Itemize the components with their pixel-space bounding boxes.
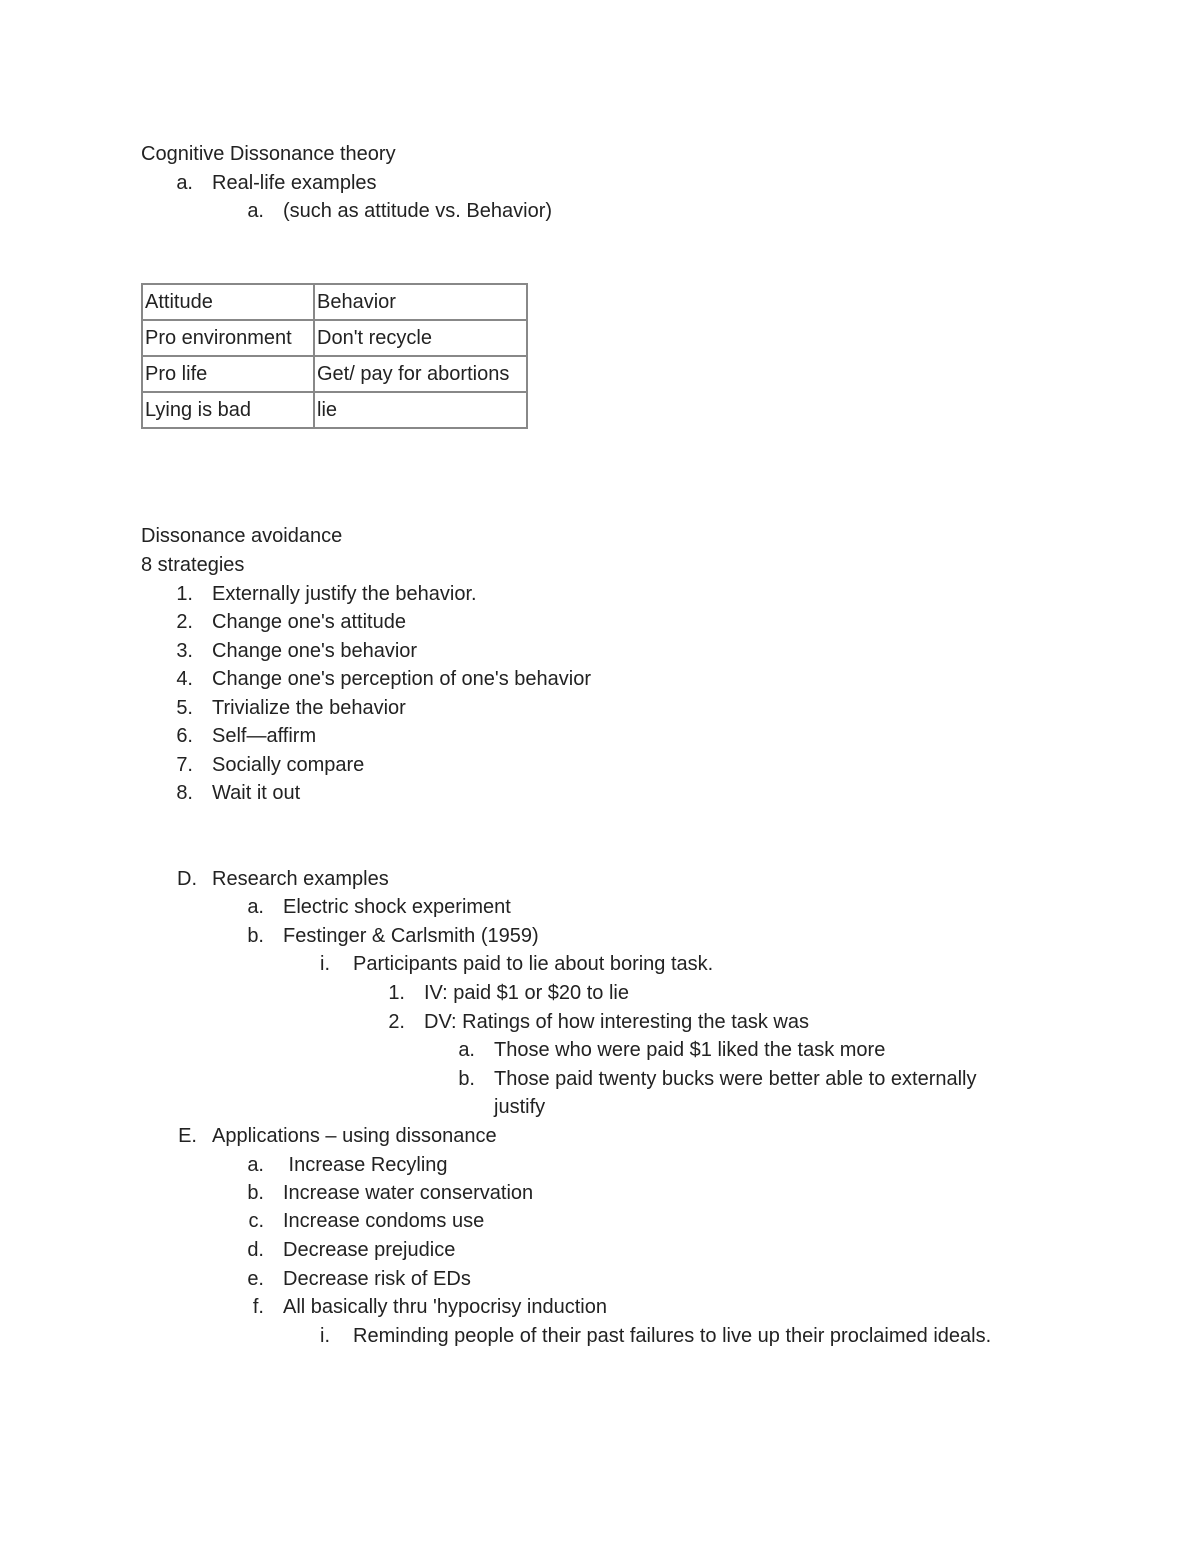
list-item: Festinger & Carlsmith (1959)	[283, 925, 539, 947]
section-title-applications: Applications – using dissonance	[212, 1125, 497, 1147]
table-header-cell: Attitude	[142, 284, 314, 320]
list-item: IV: paid $1 or $20 to lie	[424, 982, 629, 1004]
table-row	[142, 356, 527, 392]
list-item: Electric shock experiment	[283, 896, 511, 918]
list-marker: 8.	[176, 782, 193, 804]
section-title-cognitive-dissonance: Cognitive Dissonance theory	[141, 143, 396, 165]
attitude-behavior-table	[141, 283, 528, 429]
list-marker: E.	[178, 1125, 197, 1147]
list-item: Increase Recyling	[283, 1154, 448, 1176]
list-marker: i.	[320, 1325, 330, 1347]
list-item: Increase water conservation	[283, 1182, 534, 1204]
list-marker: b.	[458, 1068, 475, 1090]
list-item: Participants paid to lie about boring task.	[353, 953, 714, 975]
list-item: Change one's perception of one's behavior	[212, 668, 592, 690]
table-cell: lie	[314, 392, 527, 428]
list-item: Wait it out	[212, 782, 301, 804]
list-item: Those who were paid $1 liked the task more	[494, 1039, 886, 1061]
list-item: Real-life examples	[212, 172, 377, 194]
list-marker: 7.	[176, 754, 193, 776]
list-marker: 2.	[176, 611, 193, 633]
list-marker: 1.	[388, 982, 405, 1004]
table-row	[142, 392, 527, 428]
list-item: Externally justify the behavior.	[212, 583, 477, 605]
table-cell: Pro environment	[142, 320, 314, 356]
section-subtitle: 8 strategies	[141, 554, 245, 576]
list-item-continuation: justify	[494, 1096, 546, 1118]
list-marker: 1.	[176, 583, 193, 605]
list-marker: a.	[247, 896, 264, 918]
list-item: All basically thru 'hypocrisy induction	[283, 1296, 607, 1318]
list-item: Decrease prejudice	[283, 1239, 456, 1261]
table-header-row	[142, 284, 527, 320]
list-item: Trivialize the behavior	[212, 697, 406, 719]
list-marker: i.	[320, 953, 330, 975]
list-marker: 2.	[388, 1011, 405, 1033]
list-marker: 6.	[176, 725, 193, 747]
table-cell: Pro life	[142, 356, 314, 392]
list-item: Increase condoms use	[283, 1210, 485, 1232]
list-item: Self—affirm	[212, 725, 317, 747]
list-item: (such as attitude vs. Behavior)	[283, 200, 553, 222]
list-marker: 4.	[176, 668, 193, 690]
list-marker: a.	[458, 1039, 475, 1061]
list-item: Socially compare	[212, 754, 365, 776]
list-marker: c.	[248, 1210, 264, 1232]
list-item: Change one's behavior	[212, 640, 418, 662]
table-cell: Don't recycle	[314, 320, 527, 356]
list-marker: d.	[247, 1239, 264, 1261]
table-cell: Lying is bad	[142, 392, 314, 428]
section-title-dissonance-avoidance: Dissonance avoidance	[141, 525, 343, 547]
table-header-cell: Behavior	[314, 284, 527, 320]
list-marker: a.	[176, 172, 193, 194]
list-marker: 5.	[176, 697, 193, 719]
table-row	[142, 320, 527, 356]
list-item: Those paid twenty bucks were better able to externally	[494, 1068, 977, 1090]
list-marker: b.	[247, 925, 264, 947]
list-item: Change one's attitude	[212, 611, 406, 633]
list-item: Decrease risk of EDs	[283, 1268, 471, 1290]
list-marker: f.	[252, 1296, 264, 1318]
list-item: DV: Ratings of how interesting the task was	[424, 1011, 809, 1033]
list-marker: b.	[247, 1182, 264, 1204]
list-item: Reminding people of their past failures to live up their proclaimed ideals.	[353, 1325, 992, 1347]
list-marker: a.	[247, 200, 264, 222]
list-marker: e.	[247, 1268, 264, 1290]
list-marker: a.	[247, 1154, 264, 1176]
list-marker: D.	[177, 868, 197, 890]
table-cell: Get/ pay for abortions	[314, 356, 527, 392]
section-title-research-examples: Research examples	[212, 868, 389, 890]
list-marker: 3.	[176, 640, 193, 662]
